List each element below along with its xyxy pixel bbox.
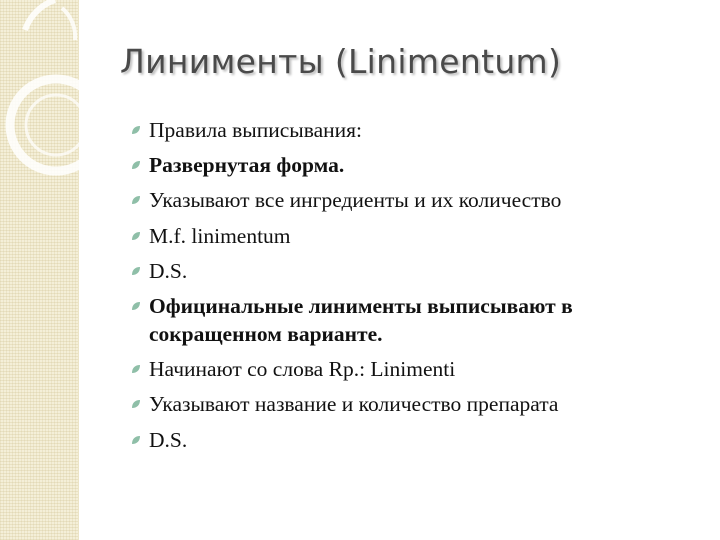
bullet-item [131, 116, 706, 144]
bullet-item [131, 151, 706, 179]
leaf-bullet-icon [131, 435, 141, 445]
bullet-text: Развернутая форма. [149, 153, 345, 178]
bullet-item [131, 222, 706, 250]
bullet-item [131, 355, 706, 383]
leaf-bullet-icon [131, 231, 141, 241]
bullet-text: D.S. [149, 258, 188, 283]
bullet-list [131, 116, 706, 461]
bullet-text: Начинают со слова Rp.: Linimenti [149, 357, 456, 382]
leaf-bullet-icon [131, 125, 141, 135]
bullet-item [131, 390, 706, 418]
leaf-bullet-icon [131, 364, 141, 374]
leaf-bullet-icon [131, 301, 141, 311]
bullet-item [131, 257, 706, 285]
bullet-text: D.S. [149, 427, 188, 452]
bullet-item [131, 292, 706, 348]
bullet-item [131, 426, 706, 454]
leaf-bullet-icon [131, 266, 141, 276]
bullet-item [131, 186, 706, 214]
leaf-bullet-icon [131, 399, 141, 409]
slide-title: Линименты (Linimentum) [120, 42, 562, 81]
bullet-text: Указывают название и количество препарата [149, 392, 559, 417]
bullet-text: Официнальные линименты выписывают в сокращенном варианте. [149, 293, 573, 346]
bullet-text: Правила выписывания: [149, 118, 363, 142]
decorative-circles [0, 0, 120, 220]
bullet-text: Указывают все ингредиенты и их количество [149, 188, 562, 213]
bullet-text: M.f. linimentum [149, 223, 291, 248]
leaf-bullet-icon [131, 160, 141, 170]
leaf-bullet-icon [131, 195, 141, 205]
